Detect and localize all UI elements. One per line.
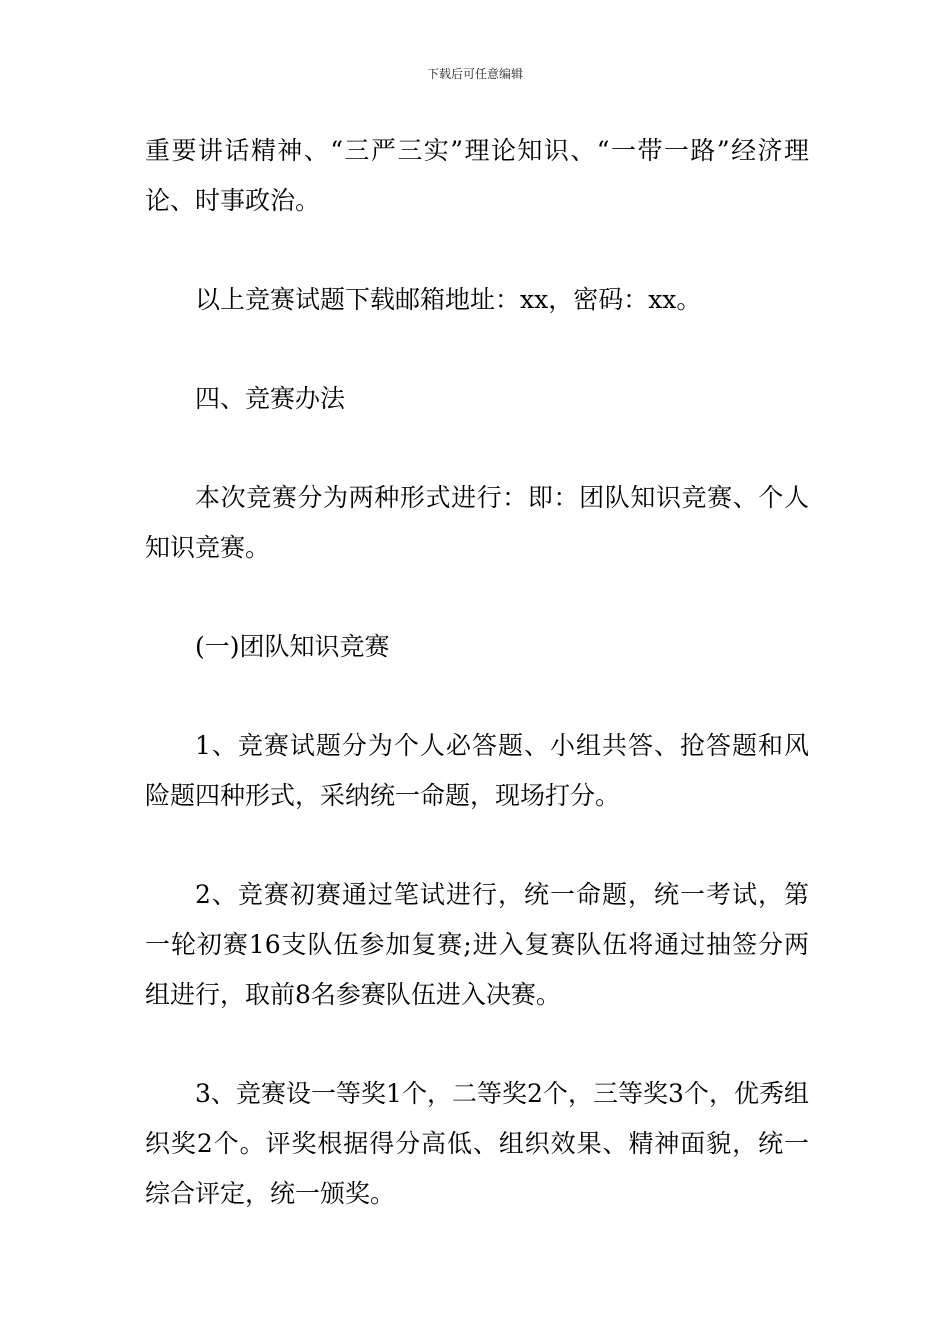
paragraph-continuation: 重要讲话精神、“三严三实”理论知识、“一带一路”经济理论、时事政治。 <box>145 136 809 215</box>
subsection-heading-team-competition: (一)团队知识竞赛 <box>195 632 390 661</box>
paragraph-download-info: 以上竞赛试题下载邮箱地址：xx，密码：xx。 <box>195 285 702 314</box>
page-header: 下载后可任意编辑 <box>426 67 523 81</box>
paragraph-item-3: 3、竞赛设一等奖1个，二等奖2个，三等奖3个，优秀组织奖2个。评奖根据得分高低、组织效果、精神面貌，统一综合评定，统一颁奖。 <box>145 1079 809 1208</box>
paragraph-item-1: 1、竞赛试题分为个人必答题、小组共答、抢答题和风险题四种形式，采纳统一命题，现场打分。 <box>145 731 809 810</box>
document-body <box>145 126 809 1268</box>
paragraph-competition-forms: 本次竞赛分为两种形式进行：即：团队知识竞赛、个人知识竞赛。 <box>145 483 809 562</box>
section-heading-competition-method: 四、竞赛办法 <box>195 384 346 413</box>
paragraph-item-2: 2、竞赛初赛通过笔试进行，统一命题，统一考试，第一轮初赛16支队伍参加复赛;进入复赛队伍将通过抽签分两组进行，取前8名参赛队伍进入决赛。 <box>145 880 809 1009</box>
